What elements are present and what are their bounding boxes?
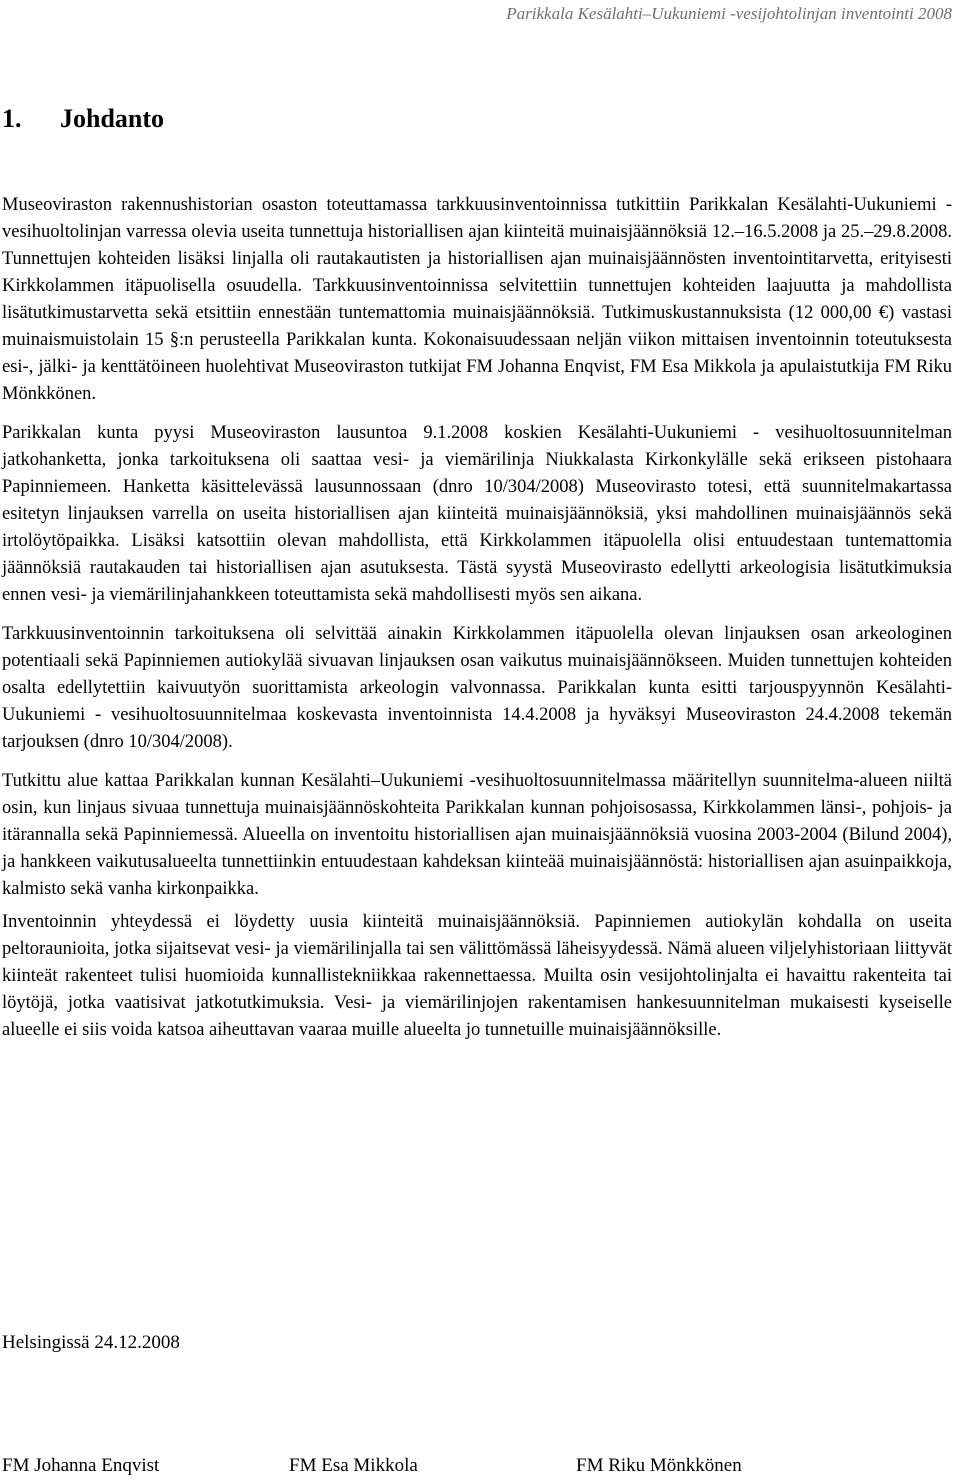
section-number: 1. [2, 104, 22, 133]
signature-row [2, 1455, 952, 1483]
section-title: Johdanto [60, 104, 165, 133]
signature-1: FM Johanna Enqvist [2, 1455, 160, 1476]
paragraph-1: Museoviraston rakennushistorian osaston toteuttamassa tarkkuusinventoinnissa tutkittiin Parikkalan Kesälahti-Uukuniemi -vesihuoltolinjan varressa olevia useita tunnettuja historiallisen ajan kiinteitä muinaisjäännöksiä 12.–16.5.2008 ja 25.–29.8.2008. Tunnettujen kohteiden lisäksi linjalla oli rautakautisten ja historiallisen ajan muinaisjäännösten inventointitarvetta, erityisesti Kirkkolammen itäpuolisella osuudella. Tarkkuusinventoinnissa selvitettiin tunnettujen kohteiden laajuutta ja mahdollista lisätutkimustarvetta sekä etsittiin ennestään tuntemattomia muinaisjäännöksiä. Tutkimuskustannuksista (12 000,00 €) vastasi muinaismuistolain 15 §:n perusteella Parikkalan kunta. Kokonaisuudessaan neljän viikon mittaisen inventoinnin toteutuksesta esi-, jälki- ja kenttätöineen huolehtivat Museoviraston tutkijat FM Johanna Enqvist, FM Esa Mikkola ja apulaistutkija FM Riku Mönkkönen. [2, 195, 952, 404]
paragraph-2: Parikkalan kunta pyysi Museoviraston lausuntoa 9.1.2008 koskien Kesälahti-Uukuniemi - vesihuoltosuunnitelman jatkohanketta, jonka tarkoituksena oli saattaa vesi- ja viemärilinja Niukkalasta Kirkonkylälle sekä erikseen pistohaara Papinniemeen. Hanketta käsittelevässä lausunnossaan (dnro 10/304/2008) Museovirasto totesi, että suunnitelmakartassa esitetyn linjauksen varrella on useita historiallisen ajan kiinteitä muinaisjäännöksiä, yksi mahdollinen muinaisjäännös sekä irtolöytöpaikka. Lisäksi katsottiin olevan mahdollista, että Kirkkolammen itäpuolella olisi entuudestaan tuntemattomia jäännöksiä rautakauden tai historiallisen ajan asutuksesta. Tästä syystä Museovirasto edellytti arkeologisia lisätutkimuksia ennen vesi- ja viemärilinjahankkeen toteuttamista sekä mahdollisesti myös sen aikana. [2, 423, 952, 605]
paragraph-3: Tarkkuusinventoinnin tarkoituksena oli selvittää ainakin Kirkkolammen itäpuolella olevan linjauksen osan arkeologinen potentiaali sekä Papinniemen autiokylää sivuavan linjauksen osan vaikutus muinaisjäännökseen. Muiden tunnettujen kohteiden osalta edellytettiin kaivuutyön suorittamista arkeologin valvonnassa. Parikkalan kunta esitti tarjouspyynnön Kesälahti-Uukuniemi - vesihuoltosuunnitelmaa koskevasta inventoinnista 14.4.2008 ja hyväksyi Museoviraston 24.4.2008 tekemän tarjouksen (dnro 10/304/2008). [2, 624, 952, 752]
signature-3: FM Riku Mönkkönen [576, 1455, 742, 1476]
paragraph-4: Tutkittu alue kattaa Parikkalan kunnan Kesälahti–Uukuniemi -vesihuoltosuunnitelmassa määritellyn suunnitelma-alueen niiltä osin, kun linjaus sivuaa tunnettuja muinaisjäännöskohteita Parikkalan kunnan pohjoisosassa, Kirkkolammen länsi-, pohjois- ja itärannalla sekä Papinniemessä. Alueella on inventoitu historiallisen ajan muinaisjäännöksiä vuosina 2003-2004 (Bilund 2004), ja hankkeen vaikutusalueelta tunnettiinkin entuudestaan kahdeksan kiinteää muinaisjäännöstä: historiallisen ajan asuinpaikkoja, kalmisto sekä vanha kirkonpaikka. [2, 771, 952, 899]
body-text [2, 192, 952, 1044]
paragraph-5: Inventoinnin yhteydessä ei löydetty uusia kiinteitä muinaisjäännöksiä. Papinniemen autiokylän kohdalla on useita peltoraunioita, jotka sijaitsevat vesi- ja viemärilinjalla tai sen välittömässä läheisyydessä. Nämä alueen viljelyhistoriaan liittyvät kiinteät rakenteet tulisi huomioida kunnallistekniikkaa rakennettaessa. Muilta osin vesijohtolinjalta ei havaittu rakenteita tai löytöjä, jotka vaatisivat jatkotutkimuksia. Vesi- ja viemärilinjojen rakentamisen hankesuunnitelman mukaisesti kyseiselle alueelle ei siis voida katsoa aiheuttavan vaaraa muille alueelta jo tunnetuille muinaisjäännöksille. [2, 912, 952, 1040]
section-heading [2, 104, 164, 134]
place-date: Helsingissä 24.12.2008 [2, 1332, 180, 1353]
signature-2: FM Esa Mikkola [289, 1455, 418, 1476]
running-header: Parikkala Kesälahti–Uukuniemi -vesijohtolinjan inventointi 2008 [506, 4, 952, 23]
